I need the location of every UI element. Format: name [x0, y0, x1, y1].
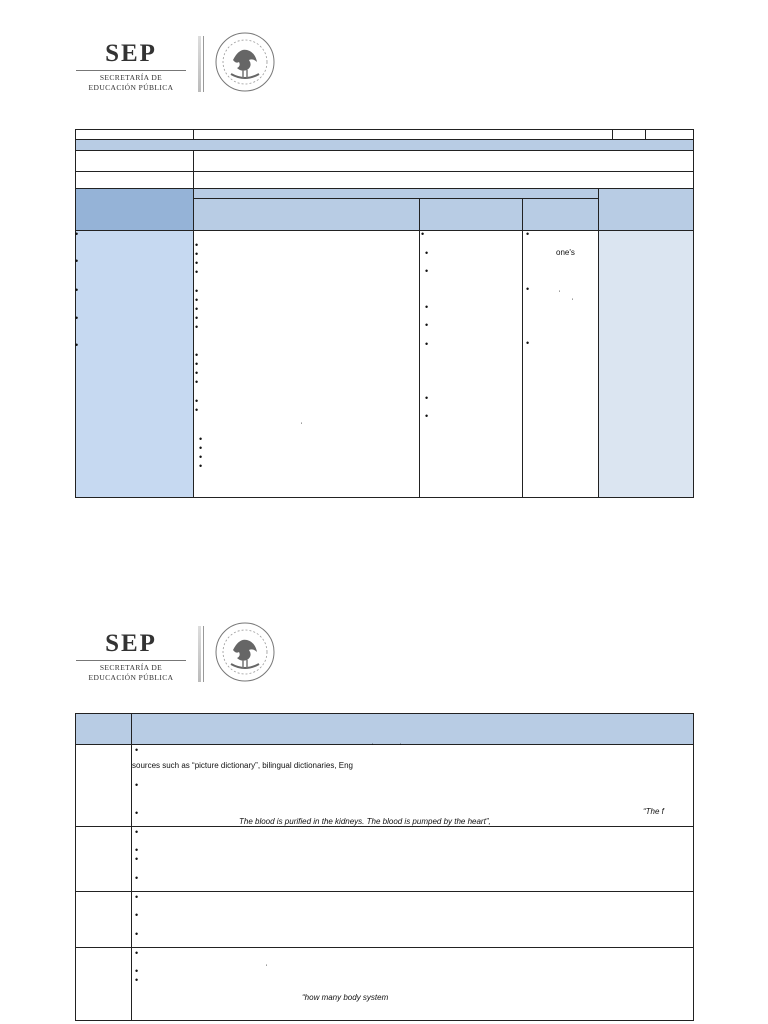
bullet: • — [195, 359, 199, 369]
bullet: • — [195, 258, 199, 268]
bullet: ' — [266, 965, 268, 971]
t2-r2-c1 — [131, 826, 694, 892]
sep-logo-rule — [76, 70, 186, 71]
t2-r3-c1 — [131, 891, 694, 948]
sep-logo-title: SEP — [105, 630, 157, 657]
bullet: ' — [572, 299, 574, 305]
seal-icon — [213, 620, 277, 684]
t1-body-c0 — [75, 230, 194, 498]
t2-h-c1 — [131, 713, 694, 745]
t1-h-sub1 — [193, 198, 420, 231]
bullet: • — [425, 320, 429, 330]
t1-c3-text: one's — [556, 248, 575, 257]
bullet: • — [421, 229, 425, 239]
bullet: • — [135, 910, 139, 920]
bullet: • — [425, 302, 429, 312]
bullet: ' — [372, 744, 374, 750]
t2-r1-quote-start: “The f — [643, 807, 664, 816]
t2-r3-c0 — [75, 891, 132, 948]
header-divider-shadow — [198, 36, 201, 92]
sep-logo — [76, 630, 186, 683]
t2-r4-quote: “how many body system — [302, 993, 389, 1002]
t1-r2-c1 — [193, 150, 694, 172]
bullet: • — [135, 966, 139, 976]
t1-body-c3 — [522, 230, 599, 498]
bullet: • — [195, 249, 199, 259]
bullet: • — [135, 975, 139, 985]
bullet: • — [526, 284, 530, 294]
bullet: • — [195, 368, 199, 378]
bullet: • — [195, 396, 199, 406]
bullet: • — [135, 854, 139, 864]
header-2 — [76, 626, 296, 686]
bullet: • — [135, 827, 139, 837]
sep-logo-title: SEP — [105, 40, 157, 67]
t2-r1-c1 — [131, 744, 694, 827]
bullet: • — [199, 461, 203, 471]
bullet: • — [199, 434, 203, 444]
bullet: • — [135, 948, 139, 958]
bullet: • — [195, 322, 199, 332]
sep-logo-line2: EDUCACIÓN PÚBLICA — [88, 673, 174, 682]
t1-h-sub3 — [522, 198, 599, 231]
header-divider — [203, 626, 204, 682]
bullet: • — [135, 845, 139, 855]
t1-body-c4 — [598, 230, 694, 498]
bullet: • — [195, 267, 199, 277]
bullet: • — [425, 393, 429, 403]
sep-logo-line1: SECRETARÍA DE — [99, 663, 163, 672]
bullet: • — [526, 229, 530, 239]
bullet: • — [135, 892, 139, 902]
t2-r4-c1 — [131, 947, 694, 1021]
bullet: • — [425, 266, 429, 276]
bullet: • — [135, 780, 139, 790]
bullet: • — [75, 340, 79, 350]
bullet: • — [425, 248, 429, 258]
sep-logo-rule — [76, 660, 186, 661]
bullet: • — [75, 256, 79, 266]
bullet: • — [135, 929, 139, 939]
header-divider-shadow — [198, 626, 201, 682]
bullet: • — [135, 745, 139, 755]
t2-r2-c0 — [75, 826, 132, 892]
sep-logo-line1: SECRETARÍA DE — [99, 73, 163, 82]
bullet: • — [195, 350, 199, 360]
bullet: • — [75, 313, 79, 323]
bullet: • — [199, 452, 203, 462]
bullet: • — [75, 285, 79, 295]
header-1 — [76, 36, 296, 96]
t2-r1-line2: sources such as “picture dictionary”, bilingual dictionaries, Eng — [132, 761, 353, 770]
bullet: • — [135, 873, 139, 883]
t2-r1-quote-rest: The blood is purified in the kidneys. The blood is pumped by the heart”, — [239, 817, 491, 826]
bullet: • — [135, 808, 139, 818]
t1-r3-c0 — [75, 171, 194, 189]
t1-h-c0 — [75, 188, 194, 231]
bullet: • — [425, 339, 429, 349]
bullet: ' — [301, 423, 303, 429]
bullet: • — [526, 338, 530, 348]
t2-r1-c0 — [75, 744, 132, 827]
header-divider — [203, 36, 204, 92]
bullet: • — [75, 229, 79, 239]
bullet: ' — [400, 744, 402, 750]
bullet: • — [195, 286, 199, 296]
t1-h-sub2 — [419, 198, 523, 231]
sep-logo-line2: EDUCACIÓN PÚBLICA — [88, 83, 174, 92]
bullet: • — [195, 304, 199, 314]
bullet: • — [199, 443, 203, 453]
t1-body-c2 — [419, 230, 523, 498]
bullet: ' — [559, 291, 561, 297]
bullet: • — [195, 313, 199, 323]
seal-icon — [213, 30, 277, 94]
t2-r4-c0 — [75, 947, 132, 1021]
t2-h-c0 — [75, 713, 132, 745]
t1-h-c5 — [598, 188, 694, 231]
bullet: • — [425, 411, 429, 421]
bullet: • — [195, 377, 199, 387]
bullet: • — [195, 240, 199, 250]
t1-body-c1 — [193, 230, 420, 498]
bullet: • — [195, 295, 199, 305]
bullet: • — [195, 405, 199, 415]
t1-r3-c1 — [193, 171, 694, 189]
sep-logo — [76, 40, 186, 93]
t1-r2-c0 — [75, 150, 194, 172]
